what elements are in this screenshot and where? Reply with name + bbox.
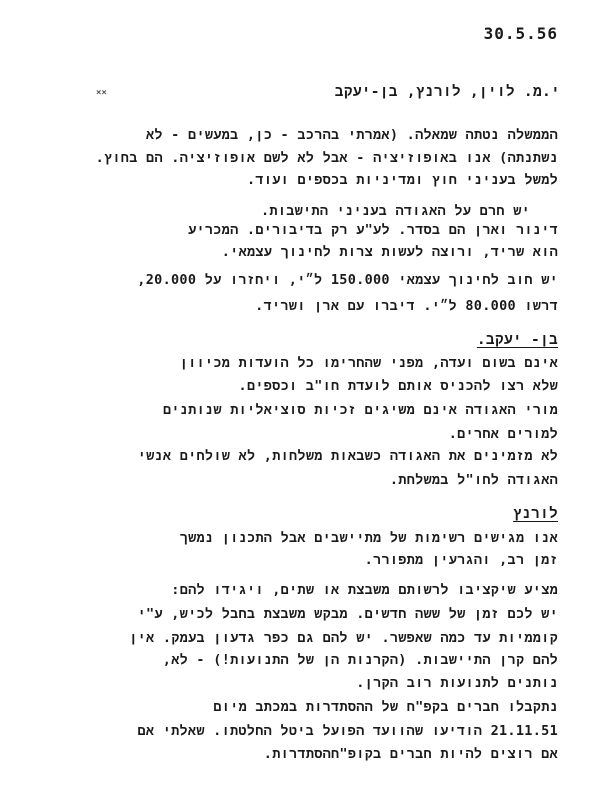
participants-line: י.מ. לוין, לורנץ, בן-יעקב	[334, 84, 560, 100]
paragraph-9-line-5: נותנים לתנועות רוב הקרן.	[356, 675, 558, 691]
section-header-ben-yaakov: בן- יעקב.	[476, 332, 558, 348]
paragraph-10-line-1: נתקבלו חברים בקפ"ח של ההסתדרות במכתב מיום	[213, 699, 558, 715]
paragraph-3-line-1: דינור וארן הם בסדר. לע"ע רק בדיבורים. המכריע	[188, 222, 558, 238]
section-header-lorentz: לורנץ	[512, 506, 558, 522]
paragraph-8-line-1: אנו מגישים רשימות של מתיישבים אבל התכנון נמשך	[179, 530, 558, 546]
paragraph-10-line-3: אם רוצים להיות חברים בקופ"חהסתדרות.	[263, 746, 558, 762]
margin-mark: ××	[96, 88, 107, 98]
paragraph-9-line-1: מציע שיקציבו לרשותם משבצת או שתים, ויגידו להם:	[171, 582, 558, 598]
paragraph-2-line-1: יש חרם על האגודה בעניני התישבות.	[261, 203, 530, 219]
paragraph-9-line-3: קוממיות עד כמה שאפשר. יש להם גם כפר גדעון בעמק. אין	[129, 630, 558, 646]
paragraph-10-line-2: 21.11.51 הודיעו שהוועד הפועל ביטל החלטתו. שאלתי אם	[137, 723, 558, 739]
paragraph-7-line-1: לא מזמינים את האגודה כשבאות משלחות, לא שולחים אנשי	[137, 448, 558, 464]
paragraph-5-line-1: אינם בשום ועדה, מפני שהחרימו כל הועדות מכיוון	[179, 355, 558, 371]
document-date: 30.5.56	[483, 24, 558, 43]
paragraph-6-line-2: למורים אחרים.	[448, 426, 558, 442]
paragraph-4-line-1: יש חוב לחינוך עצמאי 150.000 ל״י, ויחזרו על 20.000,	[137, 272, 558, 288]
paragraph-4-line-2: דרשו 80.000 ל״י. דיברו עם ארן ושריד.	[255, 298, 558, 314]
paragraph-6-line-1: מורי האגודה אינם משיגים זכיות סוציאליות שנותנים	[162, 402, 558, 418]
paragraph-3-line-2: הוא שריד, ורוצה לעשות צרות לחינוך עצמאי.	[221, 244, 558, 260]
paragraph-1-line-3: למשל בעניני חוץ ומדיניות בכספים ועוד.	[246, 172, 558, 188]
paragraph-1-line-2: נשתנתה) אנו באופוזיציה - אבל לא לשם אופוזיציה. הם בחוץ.	[95, 150, 558, 166]
paragraph-5-line-2: שלא רצו להכניס אותם לועדת חו"ב וכספים.	[238, 378, 558, 394]
paragraph-1-line-1: הממשלה נטתה שמאלה. (אמרתי בהרכב - כן, במעשים - לא	[145, 127, 558, 143]
paragraph-8-line-2: זמן רב, והגרעין מתפורר.	[364, 552, 558, 568]
paragraph-9-line-4: להם קרן התיישבות. (הקרנות הן של התנועות!) - לא,	[162, 652, 558, 668]
paragraph-7-line-2: האגודה לחו"ל במשלחת.	[389, 472, 558, 488]
paragraph-9-line-2: יש לכם זמן של ששה חדשים. מבקש משבצת בחבל לכיש, ע"י	[137, 606, 558, 622]
